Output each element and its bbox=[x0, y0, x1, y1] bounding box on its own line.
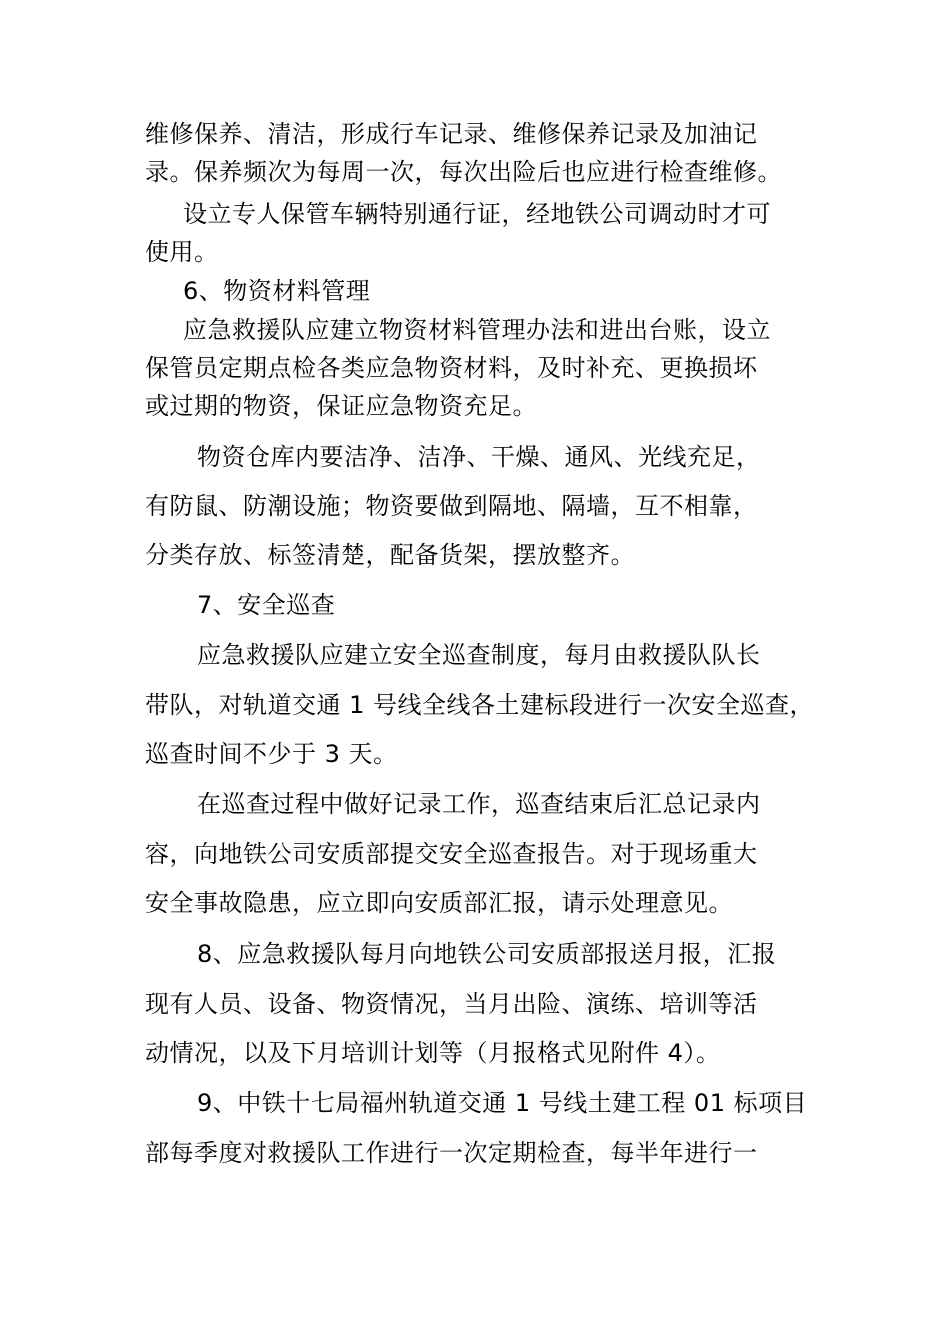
text-line: 有防鼠、防潮设施；物资要做到隔地、隔墙，互不相靠， bbox=[145, 492, 758, 520]
text-line: 保管员定期点检各类应急物资材料，及时补充、更换损坏 bbox=[145, 354, 758, 382]
text-line: 巡查时间不少于 3 天。 bbox=[145, 740, 398, 768]
text-line: 在巡查过程中做好记录工作，巡查结束后汇总记录内 bbox=[197, 790, 761, 818]
text-line: 录。保养频次为每周一次，每次出险后也应进行检查维修。 bbox=[145, 158, 782, 186]
section-heading: 7、安全巡查 bbox=[197, 591, 336, 619]
text-line: 分类存放、标签清楚，配备货架，摆放整齐。 bbox=[145, 541, 635, 569]
text-line: 使用。 bbox=[145, 238, 219, 266]
text-line: 设立专人保管车辆特别通行证，经地铁公司调动时才可 bbox=[183, 200, 771, 228]
text-line: 9、中铁十七局福州轨道交通 1 号线土建工程 01 标项目 bbox=[197, 1089, 808, 1117]
text-line: 应急救援队应建立安全巡查制度，每月由救援队队长 bbox=[197, 641, 761, 669]
section-heading: 6、物资材料管理 bbox=[183, 277, 371, 305]
text-line: 动情况，以及下月培训计划等（月报格式见附件 4）。 bbox=[145, 1039, 721, 1067]
text-line: 或过期的物资，保证应急物资充足。 bbox=[145, 392, 537, 420]
text-line: 容，向地铁公司安质部提交安全巡查报告。对于现场重大 bbox=[145, 840, 758, 868]
text-line: 物资仓库内要洁净、洁净、干燥、通风、光线充足， bbox=[197, 443, 761, 471]
text-line: 安全事故隐患，应立即向安质部汇报，请示处理意见。 bbox=[145, 889, 733, 917]
text-line: 部每季度对救援队工作进行一次定期检查，每半年进行一 bbox=[145, 1139, 758, 1167]
text-line: 现有人员、设备、物资情况，当月出险、演练、培训等活 bbox=[145, 990, 758, 1018]
text-line: 8、应急救援队每月向地铁公司安质部报送月报，汇报 bbox=[197, 940, 777, 968]
text-line: 带队，对轨道交通 1 号线全线各土建标段进行一次安全巡查， bbox=[145, 691, 815, 719]
text-line: 维修保养、清洁，形成行车记录、维修保养记录及加油记 bbox=[145, 120, 758, 148]
text-line: 应急救援队应建立物资材料管理办法和进出台账，设立 bbox=[183, 316, 771, 344]
